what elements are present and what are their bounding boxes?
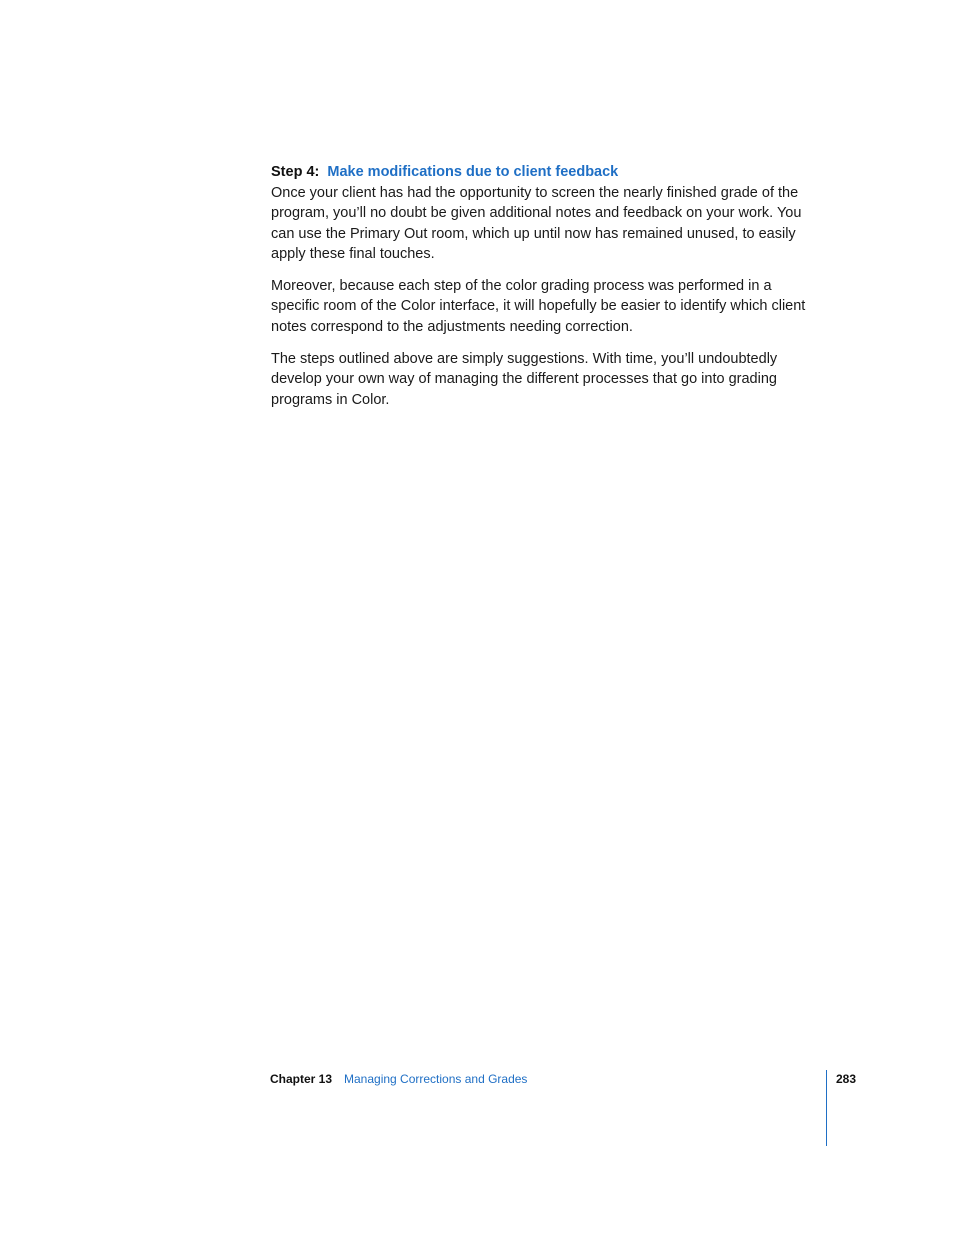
step-title: Make modifications due to client feedback (327, 164, 619, 180)
footer-chapter: Chapter 13 (270, 1072, 333, 1086)
step-heading (271, 162, 819, 183)
footer-chapter-title: Managing Corrections and Grades (344, 1072, 528, 1086)
step-label: Step 4: (271, 164, 320, 180)
page-number: 283 (835, 1072, 856, 1086)
page-footer (270, 1072, 856, 1090)
page-content (271, 162, 819, 422)
paragraph-1: Once your client has had the opportunity to screen the nearly finished grade of the program, you’ll no doubt be given additional notes and feedback on your work. You can use the Primary Out room, which up until now has remained unused, to easily apply these final touches. (271, 185, 802, 262)
footer-divider (826, 1070, 827, 1146)
paragraph-3: The steps outlined above are simply suggestions. With time, you’ll undoubtedly develop your own way of managing the different processes that go into grading programs in Color. (271, 351, 778, 408)
paragraph-2: Moreover, because each step of the color grading process was performed in a specific room of the Color interface, it will hopefully be easier to identify which client notes correspond to the adjustments needing correction. (271, 278, 806, 335)
